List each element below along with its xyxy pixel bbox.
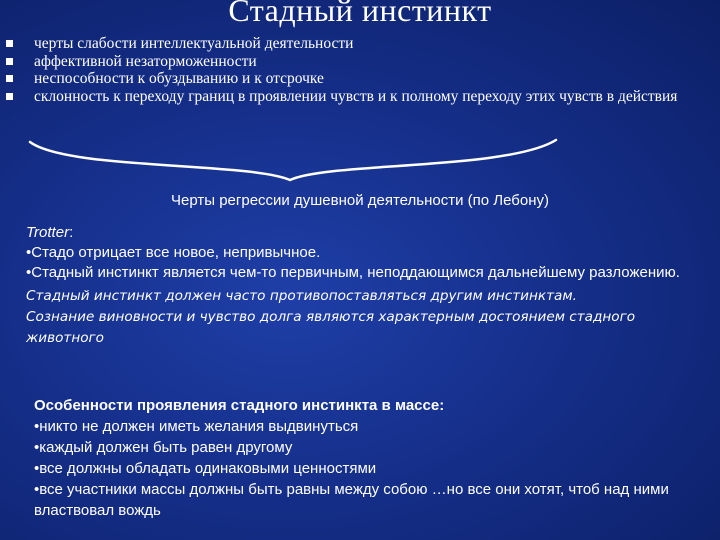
square-bullet-icon <box>6 93 13 100</box>
curly-brace-icon <box>28 136 558 186</box>
square-bullet-icon <box>6 75 13 82</box>
mass-feature-item: •никто не должен иметь желания выдвинуться <box>34 418 359 435</box>
trotter-point: •Стадо отрицает все новое, непривычное. <box>26 244 321 261</box>
mass-features-block <box>34 395 694 521</box>
brace-caption: Черты регрессии душевной деятельности (по Лебону) <box>171 192 549 209</box>
square-bullet-icon <box>6 40 13 47</box>
trotter-label: Trotter <box>26 224 70 241</box>
bullet-item <box>6 35 706 53</box>
slide-title: Стадный инстинкт <box>228 0 492 28</box>
bullet-item <box>6 88 706 106</box>
weakness-bullet-list <box>6 35 706 105</box>
mass-feature-item: •все должны обладать одинаковыми ценностями <box>34 460 377 477</box>
trotter-point: •Стадный инстинкт является чем-то первичным, неподдающимся дальнейшему разложению. <box>26 264 680 281</box>
square-bullet-icon <box>6 58 13 65</box>
trotter-statement: Стадный инстинкт должен часто противопоставляться другим инстинктам. <box>26 288 577 304</box>
trotter-heading <box>26 223 706 243</box>
mass-features-heading: Особенности проявления стадного инстинкта в массе: <box>34 397 445 414</box>
mass-feature-item: •каждый должен быть равен другому <box>34 439 293 456</box>
bullet-text: черты слабости интеллектуальной деятельности <box>34 35 354 52</box>
bullet-item <box>6 53 706 71</box>
bullet-text: неспособности к обуздыванию и к отсрочке <box>34 70 324 87</box>
trotter-statement: Сознание виновности и чувство долга являются характерным достоянием стадного животного <box>26 309 636 346</box>
trotter-colon: : <box>69 224 74 241</box>
bullet-text: аффективной незаторможенности <box>34 52 257 70</box>
bullet-item <box>6 70 706 88</box>
bullet-text: склонность к переходу границ в проявлении чувств и к полному переходу этих чувств в действия <box>34 87 678 105</box>
mass-feature-item: •все участники массы должны быть равны между собою …но все они хотят, чтоб над ними властвовал вождь <box>34 481 669 519</box>
trotter-block <box>26 223 706 349</box>
